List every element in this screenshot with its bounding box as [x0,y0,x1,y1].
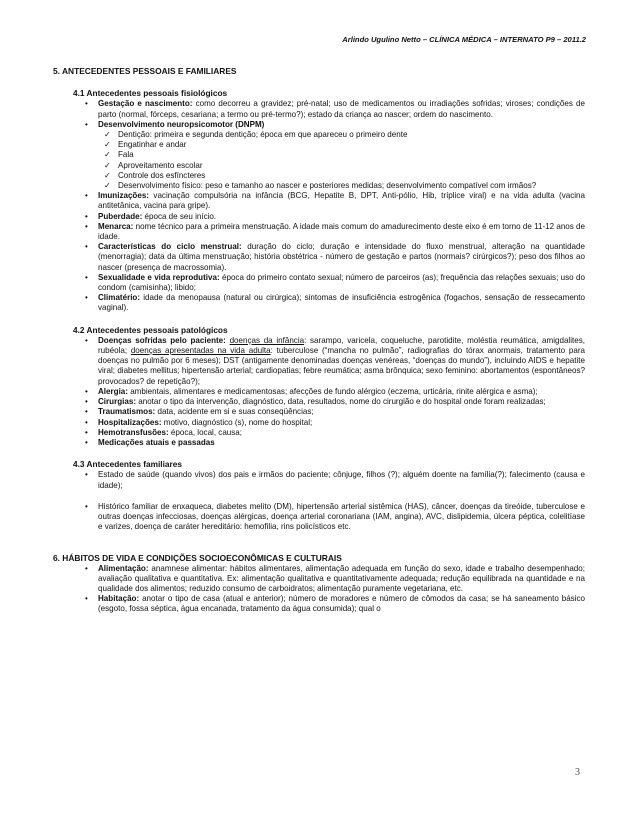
pathological-history-list [53,336,585,448]
section-5-heading: 5. ANTECEDENTES PESSOAIS E FAMILIARES [53,66,237,76]
item-text: anotar o tipo de casa (atual e anterior); número de moradores e número de cômodos da casa; se há saneamento básico (esgoto, fossa séptica, água encanada, tratamento da água consumida); qual o [98,594,585,614]
item-label: Sexualidade e vida reprodutiva: [98,272,220,282]
item-text: : tuberculose (“mancha no pulmão”, radiografias do tórax anormais, tratamento para doenças no pulmão por 6 meses); DST (antigamente denominadas doenças venéreas, “doenças do mundo”), incluindo AIDS e hepatite viral; diabetes mellitus; hipertensão arterial; cardiopatias; febre reumática; asma brônquica; sexo feminino: abortamentos (espontâneos? provocados? de repetição?); [98,346,585,386]
item-label: Traumatismos: [98,407,156,417]
physiological-history-list [53,99,585,313]
item-label: Imunizações: [98,191,149,201]
dnpm-checklist [98,130,585,191]
check-item: ✓ Fala [118,150,585,160]
list-item [98,99,585,119]
list-item [98,407,585,417]
item-label: Puberdade: [98,211,143,221]
item-text: anotar o tipo da intervenção, diagnóstico, data, resultados, nome do cirurgião e do hospital onde foram realizadas; [136,397,546,407]
item-text: motivo, diagnóstico (s), nome do hospital; [161,417,313,427]
item-text: época, local, causa; [168,427,243,437]
list-item [98,594,585,614]
list-item [98,212,585,222]
list-item [98,564,585,595]
list-item: • Histórico familiar de enxaqueca, diabetes melito (DM), hipertensão arterial sistêmica (HAS), câncer, doenças da tireóide, tuberculose e outras doenças infecciosas, doenças alérgicas, doença arterial coronariana (IAM, angina), AVC, dislipidemia, úlcera péptica, colelitíase e varizes, doença de caráter hereditário: hemofilia, rins policísticos etc. [98,502,585,533]
item-label: Desenvolvimento neuropsicomotor (DNPM) [98,119,265,129]
item-text: vacinação compulsória na infância (BCG, Hepatite B, DPT, Anti-pólio, Hib, tríplice viral) e na vida adulta (vacina antitetânica, vacina para gripe). [98,191,585,211]
item-label: Características do ciclo menstrual: [98,242,242,252]
list-item [98,242,585,273]
item-text: duração do ciclo; duração e intensidade do fluxo menstrual, alteração na quantidade (menorragia); data da última menstruação; história obstétrica - número de gestação e partos (normais? cirúrgicos?); peso dos filhos ao nascer (presença de macrossomia). [98,242,585,272]
subsection-4-3-heading: 4.3 Antecedentes familiares [73,459,182,470]
item-label: Cirurgias: [98,397,137,407]
list-item [98,293,585,313]
check-item: ✓ Desenvolvimento físico: peso e tamanho ao nascer e posteriores medidas; desenvolvimento compatível com irmãos? [118,181,585,191]
item-label: Habitação: [98,594,140,604]
item-label: Hospitalizações: [98,417,162,427]
list-item: • Estado de saúde (quando vivos) dos pais e irmãos do paciente; cônjuge, filhos (?); alguém doente na família(?); falecimento (causa e idade); [98,470,585,490]
list-item [98,438,585,448]
list-item [98,397,585,407]
item-label: Alergia: [98,386,128,396]
list-item [98,418,585,428]
list-item [98,120,585,191]
running-header: Arlindo Ugulino Netto – CLÍNICA MÉDICA – INTERNATO P9 – 2011.2 [342,35,586,44]
underlined-term: doenças apresentadas na vida adulta [130,346,271,356]
list-item [98,273,585,293]
item-label: Hemotransfusões: [98,427,169,437]
list-item [98,387,585,397]
item-text: como decorreu a gravidez; pré-natal; uso de medicamentos ou irradiações sofridas; viroses; condições de parto (normal, fórceps, cesariana; a termo ou pré-termo?); estado da criança ao nascer; ordem do nascimento. [98,99,585,119]
list-item [98,191,585,211]
item-text: nome técnico para a primeira menstruação. A idade mais comum do amadurecimento deste eixo é em torno de 11-12 anos de idade. [98,221,585,242]
list-item [98,222,585,242]
item-text: : sarampo, varicela, coqueluche, parotidite, moléstia reumática, amigdalites, rubéola; [98,335,585,356]
check-item: ✓ Aproveitamento escolar [118,161,585,171]
check-item: ✓ Engatinhar e andar [118,140,585,150]
page-content [53,66,585,615]
item-label: Doenças sofridas pelo paciente: [98,335,226,345]
item-label: Medicações atuais e passadas [98,437,215,447]
item-text: época de seu início. [142,211,217,221]
list-item [98,428,585,438]
item-text: data, acidente em si e suas conseqüências; [155,407,314,417]
section-6-heading: 6. HÁBITOS DE VIDA E CONDIÇÕES SOCIOECONÔMICAS E CULTURAIS [53,553,342,564]
item-text: época do primeiro contato sexual; número de parceiros (as); frequência das relações sexuais; uso do condom (camisinha); libido; [98,272,585,293]
family-history-list [53,470,585,532]
item-label: Menarca: [98,221,134,231]
item-label: Alimentação: [98,563,149,573]
item-label: Climatério: [98,293,141,303]
item-text: idade da menopausa (natural ou cirúrgica); sintomas de insuficiência estrogênica (fogachos, sensação de ressecamento vaginal). [98,293,585,313]
list-item [98,336,585,387]
subsection-4-1-heading: 4.1 Antecedentes pessoais fisiológicos [73,88,228,99]
subsection-4-2-heading: 4.2 Antecedentes pessoais patológicos [73,324,228,335]
item-text: ambientais, alimentares e medicamentosas; afecções de fundo alérgico (eczema, urticária, rinite alérgica e asma); [127,386,538,396]
underlined-term: doenças da infância [229,335,305,345]
item-text: anamnese alimentar: hábitos alimentares, alimentação adequada em função do sexo, idade e trabalho desempenhado; avaliação qualitativa e quantitativa. Ex: alimentação qualitativa e quantitativamente adequada; redução equilibrada na quantidade e na qualidade dos alimentos; reduzido consumo de carboidratos; alimentação puramente vegetariana, etc. [98,563,585,593]
check-item: ✓ Dentição: primeira e segunda dentição; época em que apareceu o primeiro dente [118,130,585,140]
item-label: Gestação e nascimento: [98,99,193,109]
lifestyle-list [53,564,585,615]
check-item: ✓ Controle dos esfíncteres [118,171,585,181]
page-number: 3 [575,767,580,778]
